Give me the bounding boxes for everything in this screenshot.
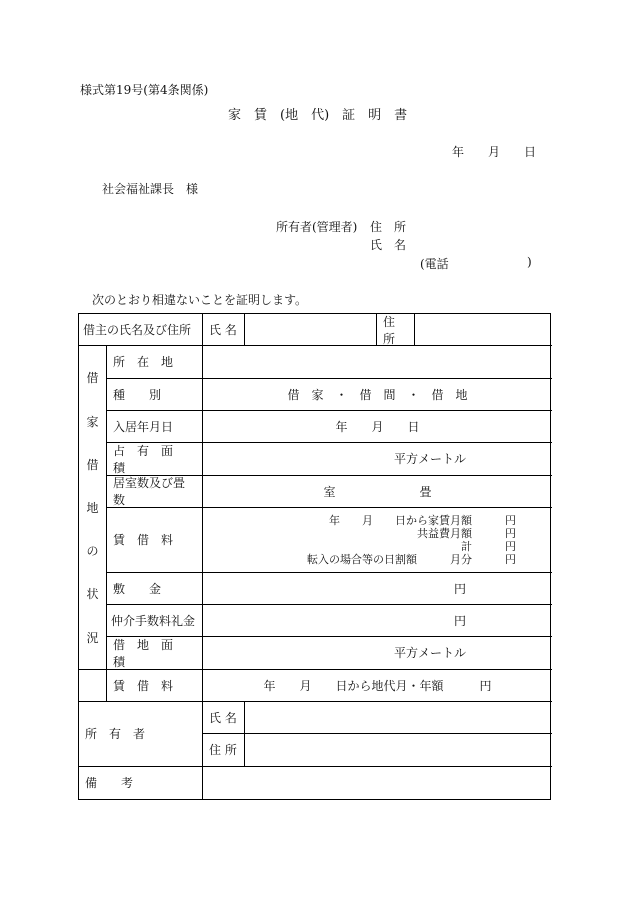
- statement: 次のとおり相違ないことを証明します。: [92, 293, 308, 307]
- owner-address-field[interactable]: [245, 734, 552, 766]
- section-char: 借: [86, 457, 99, 472]
- form-number: 様式第19号(第4条関係): [80, 83, 209, 97]
- certificate-table: [78, 313, 551, 800]
- area-label: 占 有 面 積: [107, 443, 203, 475]
- rooms-label: 居室数及び畳数: [107, 476, 203, 508]
- owner-name-field[interactable]: [245, 702, 552, 734]
- rent-line: 計 円: [461, 539, 516, 553]
- owner-label-cell: 所 有 者: [79, 702, 203, 767]
- owner-name-label: 氏 名: [370, 238, 407, 252]
- section-char: の: [86, 544, 99, 559]
- location-field[interactable]: [203, 346, 552, 378]
- borrower-address-label: 住 所: [377, 314, 415, 346]
- owner-address-label: 住 所: [203, 734, 245, 766]
- rooms-value[interactable]: 室 畳: [203, 476, 552, 508]
- deposit-value[interactable]: 円: [203, 573, 552, 605]
- land-rent-value[interactable]: 年 月 日から地代月・年額 円: [203, 670, 552, 702]
- location-label: 所 在 地: [107, 346, 203, 378]
- section-char: 地: [86, 500, 99, 515]
- brokerage-value[interactable]: 円: [203, 605, 552, 637]
- area-value[interactable]: 平方メートル: [203, 443, 552, 475]
- remarks-field[interactable]: [203, 767, 552, 799]
- type-value[interactable]: 借 家 ・ 借 間 ・ 借 地: [203, 379, 552, 411]
- rent-label: 賃 借 料: [107, 508, 203, 573]
- section-char: 家: [86, 414, 99, 429]
- deposit-label: 敷 金: [107, 573, 203, 605]
- section-spacer: [79, 670, 107, 702]
- date-line: 年 月 日: [452, 145, 537, 159]
- land-rent-label: 賃 借 料: [107, 670, 203, 702]
- land-area-label: 借 地 面 積: [107, 637, 203, 669]
- rent-line: 年 月 日から家賃月額 円: [329, 513, 516, 527]
- rent-line: 転入の場合等の日割額 月分 円: [307, 552, 516, 566]
- rent-value[interactable]: [203, 508, 552, 573]
- brokerage-label: 仲介手数料礼金: [107, 605, 203, 637]
- borrower-label: 借主の氏名及び住所: [79, 314, 203, 346]
- borrower-name-label: 氏 名: [203, 314, 245, 346]
- section-char: 状: [86, 587, 99, 602]
- move-in-value[interactable]: 年 月 日: [203, 411, 552, 443]
- remarks-label: 備 考: [79, 767, 203, 799]
- addressee: 社会福祉課長 様: [102, 182, 199, 196]
- section-char: 借: [86, 371, 99, 386]
- owner-address-label: 住 所: [370, 220, 407, 234]
- borrower-name-field[interactable]: [245, 314, 377, 346]
- section-label: [79, 346, 107, 669]
- section-char: 況: [86, 630, 99, 645]
- land-area-value[interactable]: 平方メートル: [203, 637, 552, 669]
- phone-label: (電話: [420, 257, 449, 271]
- borrower-address-field[interactable]: [415, 314, 552, 346]
- owner-name-label: 氏 名: [203, 702, 245, 734]
- phone-close: ): [527, 255, 532, 269]
- rent-line: 共益費月額 円: [417, 526, 516, 540]
- type-label: 種 別: [107, 379, 203, 411]
- page-title: 家 賃 (地 代) 証 明 書: [228, 108, 408, 123]
- move-in-label: 入居年月日: [107, 411, 203, 443]
- owner-label: 所有者(管理者): [276, 220, 358, 234]
